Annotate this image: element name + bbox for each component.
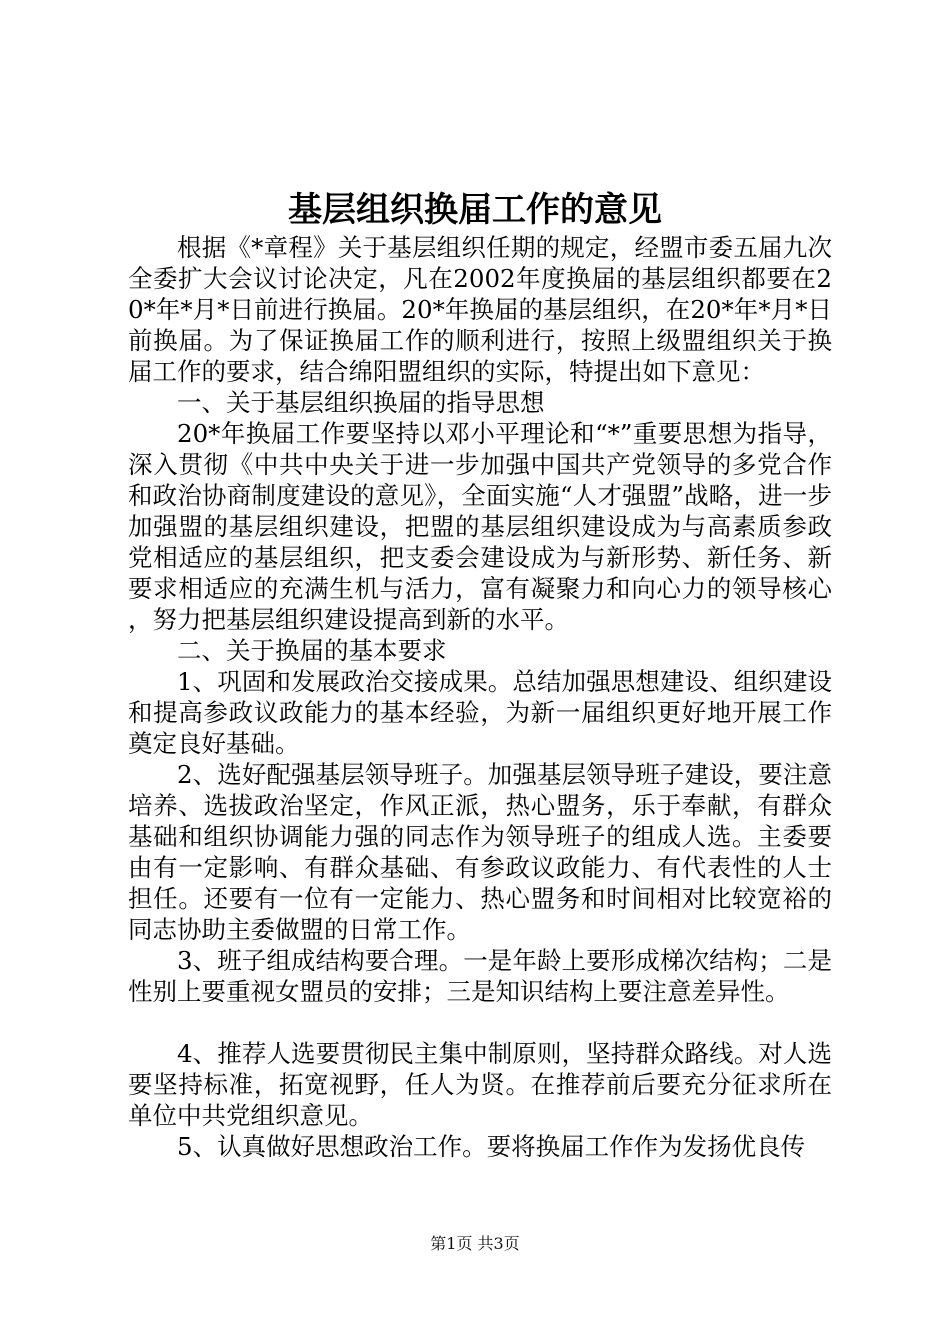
paragraph-requirement-5: 5、认真做好思想政治工作。要将换届工作作为发扬优良传 — [177, 1132, 806, 1161]
paragraph-requirement-1: 1、巩固和发展政治交接成果。总结加强思想建设、组织建设和提高参政议政能力的基本经验，为新一届组织更好地开展工作奠定良好基础。 — [128, 667, 832, 758]
page-total: 共3页 — [477, 1234, 520, 1253]
heading-guiding-principle: 一、关于基层组织换届的指导思想 — [177, 388, 545, 417]
paragraph-intro: 根据《*章程》关于基层组织任期的规定，经盟市委五届九次全委扩大会议讨论决定，凡在2002年度换届的基层组织都要在20*年*月*日前进行换届。20*年换届的基层组织，在20*年*月*日前换届。为了保证换届工作的顺利进行，按照上级盟组织关于换届工作的要求，结合绵阳盟组织的实际，特提出如下意见： — [128, 233, 832, 386]
document-title: 基层组织换届工作的意见 — [288, 190, 662, 230]
paragraph-guiding-principle: 20*年换届工作要坚持以邓小平理论和“*”重要思想为指导，深入贯彻《中共中央关于进一步加强中国共产党领导的多党合作和政治协商制度建设的意见》，全面实施“人才强盟”战略，进一步加强盟的基层组织建设，把盟的基层组织建设成为与高素质参政党相适应的基层组织，把支委会建设成为与新形势、新任务、新要求相适应的充满生机与活力，富有凝聚力和向心力的领导核心，努力把基层组织建设提高到新的水平。 — [128, 419, 832, 634]
page-footer — [0, 1232, 950, 1256]
paragraph-requirement-4: 4、推荐人选要贯彻民主集中制原则，坚持群众路线。对人选要坚持标准，拓宽视野，任人为贤。在推荐前后要充分征求所在单位中共党组织意见。 — [128, 1039, 832, 1130]
blank-line — [128, 1007, 832, 1038]
document-body — [128, 232, 832, 1162]
heading-basic-requirements: 二、关于换届的基本要求 — [177, 636, 447, 665]
paragraph-requirement-3: 3、班子组成结构要合理。一是年龄上要形成梯次结构；二是性别上要重视女盟员的安排；三是知识结构上要注意差异性。 — [128, 946, 832, 1006]
page-number: 第1页 — [430, 1234, 473, 1253]
paragraph-requirement-2: 2、选好配强基层领导班子。加强基层领导班子建设，要注意培养、选拔政治坚定，作风正派，热心盟务，乐于奉献，有群众基础和组织协调能力强的同志作为领导班子的组成人选。主委要由有一定影响、有群众基础、有参政议政能力、有代表性的人士担任。还要有一位有一定能力、热心盟务和时间相对比较宽裕的同志协助主委做盟的日常工作。 — [128, 760, 832, 944]
